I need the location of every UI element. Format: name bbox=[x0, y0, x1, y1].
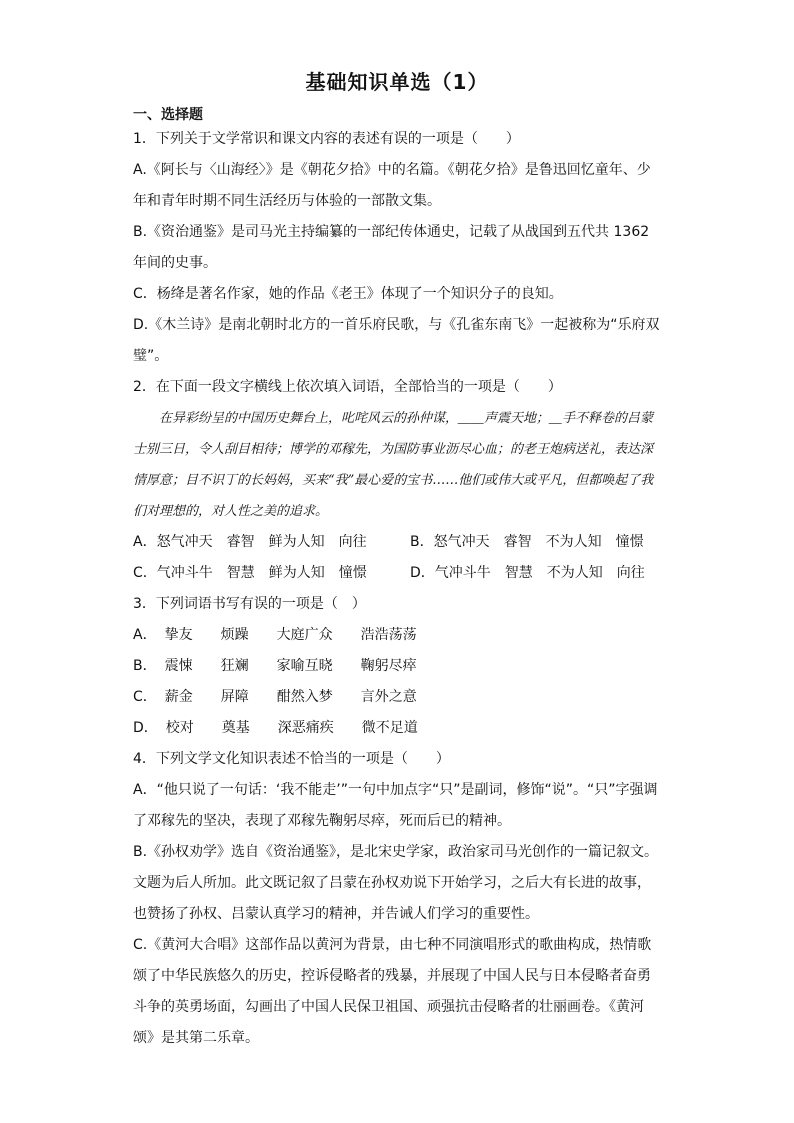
question-3-option-a bbox=[133, 620, 663, 651]
word: 屏障 bbox=[220, 689, 249, 705]
question-3-option-b bbox=[133, 651, 663, 682]
option-letter: B． bbox=[133, 658, 157, 674]
word: 家喻互晓 bbox=[276, 658, 333, 674]
question-1-option-b: B.《资治通鉴》是司马光主持编纂的一部纪传体通史，记载了从战国到五代共 1362 年间的史事。 bbox=[133, 224, 650, 271]
word: 薪金 bbox=[164, 689, 193, 705]
question-4-option-a: A．“他只说了一句话：‘我不能走’”一句中加点字“只”是副词，修饰“说”。“只”字强调了邓稼先的坚决，表现了邓稼先鞠躬尽瘁，死而后已的精神。 bbox=[133, 782, 658, 829]
word: 言外之意 bbox=[360, 689, 417, 705]
word: 微不足道 bbox=[361, 720, 418, 736]
section-heading: 一、选择题 bbox=[133, 107, 203, 123]
word: 奠基 bbox=[221, 720, 250, 736]
word: 浩浩荡荡 bbox=[360, 627, 417, 643]
question-1-option-a: A.《阿长与〈山海经〉》是《朝花夕拾》中的名篇。《朝花夕拾》是鲁迅回忆童年、少年和青年时期不同生活经历与体验的一部散文集。 bbox=[133, 162, 651, 209]
word: 大庭广众 bbox=[276, 627, 333, 643]
question-2-option-c: C．气冲斗牛 智慧 鲜为人知 憧憬 bbox=[133, 565, 367, 581]
question-1-option-c: C．杨绛是著名作家，她的作品《老王》体现了一个知识分子的良知。 bbox=[133, 286, 563, 302]
question-2-passage: 在异彩纷呈的中国历史舞台上，叱咤风云的孙仲谋，＿＿声震天地；＿手不释卷的吕蒙士别三日，令人刮目相待；博学的邓稼先，为国防事业沥尽心血；的老王炮病送礼，表达深情厚意；目不识丁的长妈妈，买来“我”最心爱的宝书……他们或伟大或平凡，但都唤起了我们对理想的，对人性之美的追求。 bbox=[133, 411, 654, 519]
question-2-options bbox=[133, 527, 663, 589]
word: 狂斓 bbox=[220, 658, 249, 674]
question-3-option-c bbox=[133, 682, 663, 713]
word: 酣然入梦 bbox=[276, 689, 333, 705]
word: 挚友 bbox=[164, 627, 193, 643]
option-letter: D． bbox=[133, 720, 158, 736]
page-title: 基础知识单选（1） bbox=[305, 70, 489, 94]
option-letter: A． bbox=[133, 627, 157, 643]
question-2-option-d: D．气冲斗牛 智慧 不为人知 向往 bbox=[410, 565, 645, 581]
word: 校对 bbox=[165, 720, 194, 736]
question-2-option-a: A．怒气冲天 睿智 鲜为人知 向往 bbox=[133, 534, 367, 550]
word: 震悚 bbox=[164, 658, 193, 674]
question-4-option-b: B.《孙权劝学》选自《资治通鉴》，是北宋史学家，政治家司马光创作的一篇记叙文。文题为后人所加。此文既记叙了吕蒙在孙权劝说下开始学习，之后大有长进的故事，也赞扬了孙权、吕蒙认真学习的精神，并告诫人们学习的重要性。 bbox=[133, 844, 659, 922]
question-2-stem: 2．在下面一段文字横线上依次填入词语，全部恰当的一项是（ ） bbox=[133, 379, 562, 395]
word: 鞠躬尽瘁 bbox=[360, 658, 417, 674]
question-list bbox=[133, 124, 663, 1054]
option-letter: C． bbox=[133, 689, 157, 705]
question-1-stem: 1．下列关于文学常识和课文内容的表述有误的一项是（ ） bbox=[133, 131, 520, 147]
question-3-stem: 3．下列词语书写有误的一项是（ ） bbox=[133, 596, 366, 612]
word: 深恶痛疾 bbox=[277, 720, 334, 736]
word: 烦躁 bbox=[220, 627, 249, 643]
question-1-option-d: D.《木兰诗》是南北朝时北方的一首乐府民歌，与《孔雀东南飞》一起被称为“乐府双璧”。 bbox=[133, 317, 660, 364]
question-4-stem: 4．下列文学文化知识表述不恰当的一项是（ ） bbox=[133, 751, 450, 767]
question-3-option-d bbox=[133, 713, 663, 744]
question-4-option-c: C.《黄河大合唱》这部作品以黄河为背景，由七种不同演唱形式的歌曲构成，热情歌颂了中华民族悠久的历史，控诉侵略者的残暴，并展现了中国人民与日本侵略者奋勇斗争的英勇场面，勾画出了中国人民保卫祖国、顽强抗击侵略者的壮丽画卷。《黄河颂》是其第二乐章。 bbox=[133, 937, 652, 1046]
question-2-option-b: B．怒气冲天 睿智 不为人知 憧憬 bbox=[410, 534, 644, 550]
